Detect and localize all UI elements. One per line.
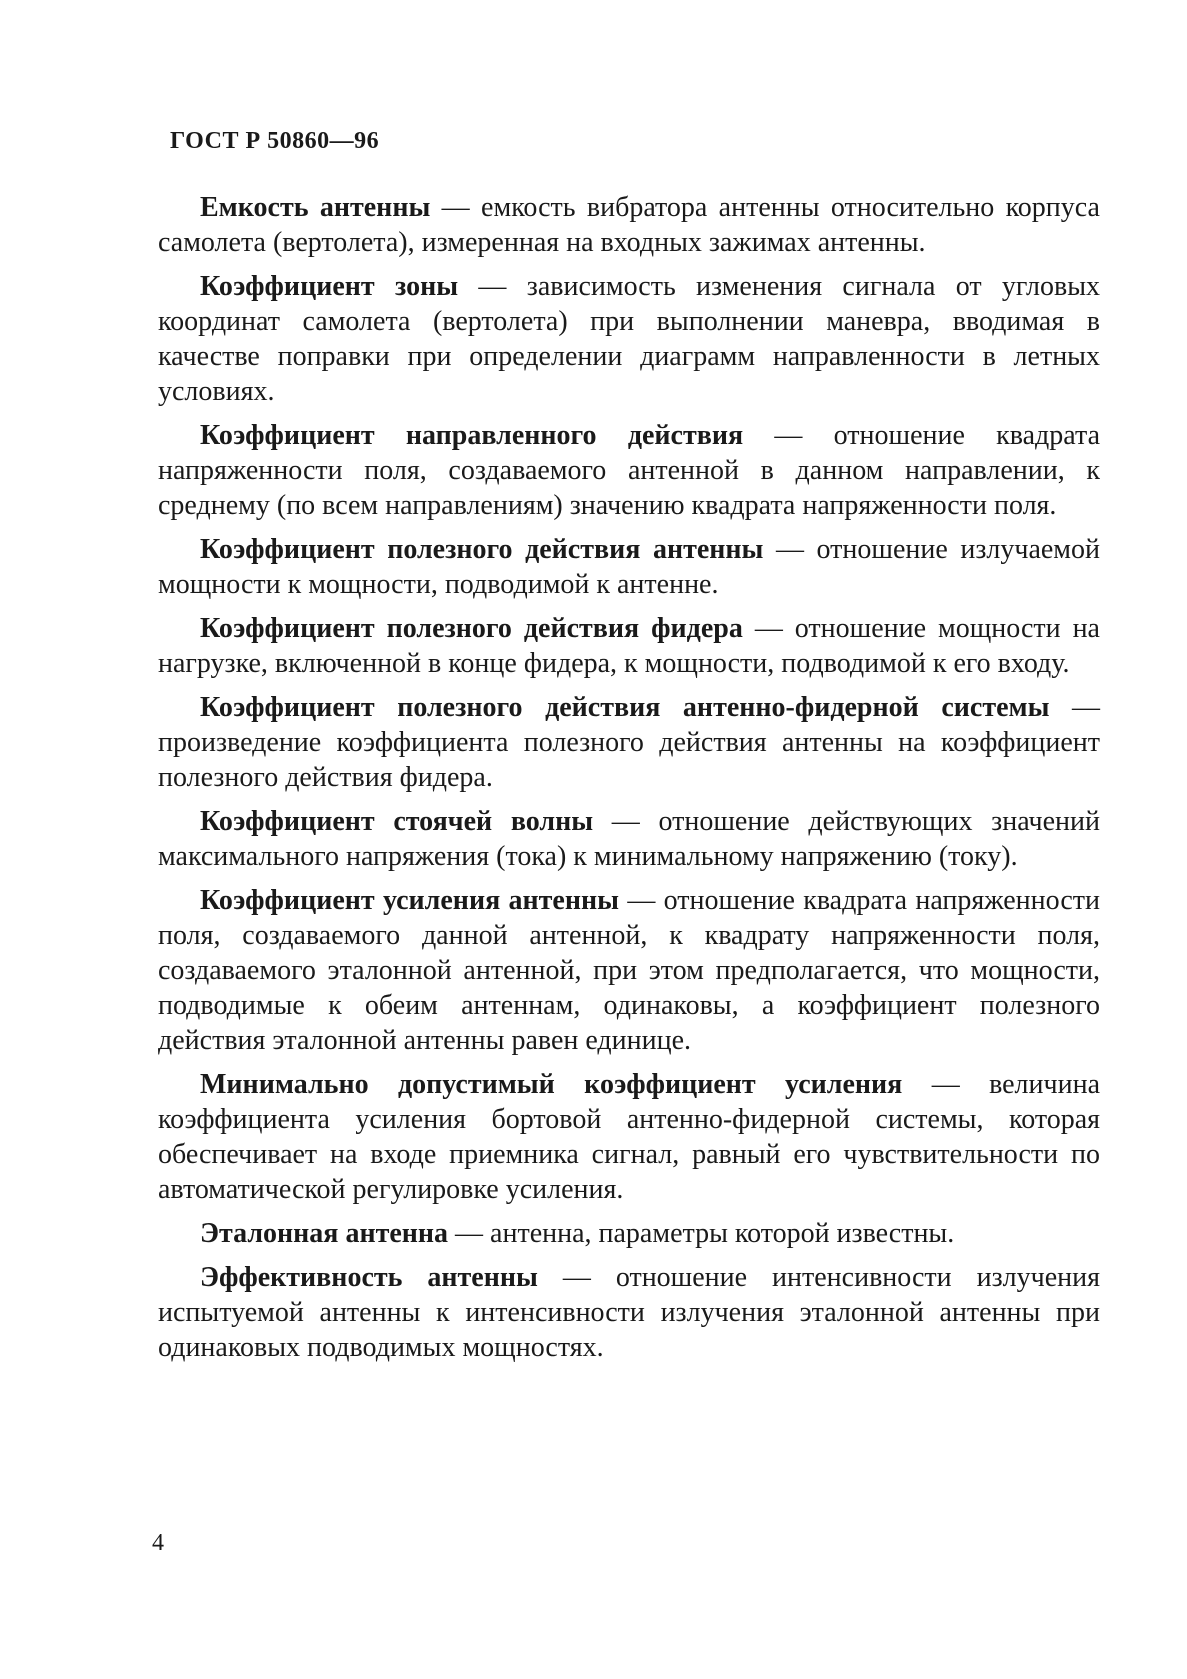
term-entry (158, 418, 1100, 523)
term-definition: — емкость вибратора антенны относительно корпуса самолета (вертолета), измеренная на входных зажимах антенны. (158, 192, 1100, 258)
term-name: Минимально допустимый коэффициент усиления (200, 1069, 903, 1100)
term-entry (158, 611, 1100, 681)
term-definition: — произведение коэффициента полезного действия антенны на коэффициент полезного действия фидера. (158, 692, 1100, 793)
term-name: Коэффициент полезного действия антенны (200, 534, 764, 565)
term-name: Коэффициент полезного действия фидера (200, 613, 743, 644)
term-definition: — отношение квадрата напряженности поля, создаваемого антенной в данном направлении, к среднему (по всем направлениям) значению квадрата напряженности поля. (158, 420, 1100, 521)
terms-list (158, 190, 1100, 1374)
term-definition: — величина коэффициента усиления бортовой антенно-фидерной системы, которая обеспечивает на входе приемника сигнал, равный его чувствительности по автоматической регулировке усиления. (158, 1069, 1100, 1205)
term-name: Коэффициент стоячей волны (200, 806, 594, 837)
term-name: Коэффициент полезного действия антенно-фидерной системы (200, 692, 1050, 723)
term-entry (158, 690, 1100, 795)
term-definition: — отношение интенсивности излучения испытуемой антенны к интенсивности излучения эталонной антенны при одинаковых подводимых мощностях. (158, 1262, 1100, 1363)
term-definition: — отношение излучаемой мощности к мощности, подводимой к антенне. (158, 534, 1100, 600)
term-entry (158, 190, 1100, 260)
term-definition: — отношение действующих значений максимального напряжения (тока) к минимальному напряжению (току). (158, 806, 1100, 872)
document-code: ГОСТ Р 50860—96 (170, 128, 380, 154)
term-entry (158, 804, 1100, 874)
term-entry (158, 269, 1100, 409)
term-name: Емкость антенны (200, 192, 431, 223)
term-definition: — отношение квадрата напряженности поля, создаваемого данной антенной, к квадрату напряженности поля, создаваемого эталонной антенной, при этом предполагается, что мощности, подводимые к обеим антеннам, одинаковы, а коэффициент полезного действия эталонной антенны равен единице. (158, 885, 1101, 1056)
term-entry (158, 883, 1100, 1058)
term-entry (158, 1216, 1100, 1251)
term-name: Коэффициент зоны (200, 271, 459, 302)
term-entry (158, 1067, 1100, 1207)
term-definition: — зависимость изменения сигнала от угловых координат самолета (вертолета) при выполнении маневра, вводимая в качестве поправки при определении диаграмм направленности в летных условиях. (158, 271, 1101, 407)
term-name: Коэффициент направленного действия (200, 420, 744, 451)
term-entry (158, 1260, 1100, 1365)
term-definition: — антенна, параметры которой известны. (448, 1218, 955, 1249)
page-number: 4 (152, 1530, 164, 1556)
term-entry (158, 532, 1100, 602)
term-name: Эталонная антенна (200, 1218, 449, 1249)
term-definition: — отношение мощности на нагрузке, включенной в конце фидера, к мощности, подводимой к его входу. (158, 613, 1100, 679)
term-name: Эффективность антенны (200, 1262, 538, 1293)
term-name: Коэффициент усиления антенны (200, 885, 619, 916)
